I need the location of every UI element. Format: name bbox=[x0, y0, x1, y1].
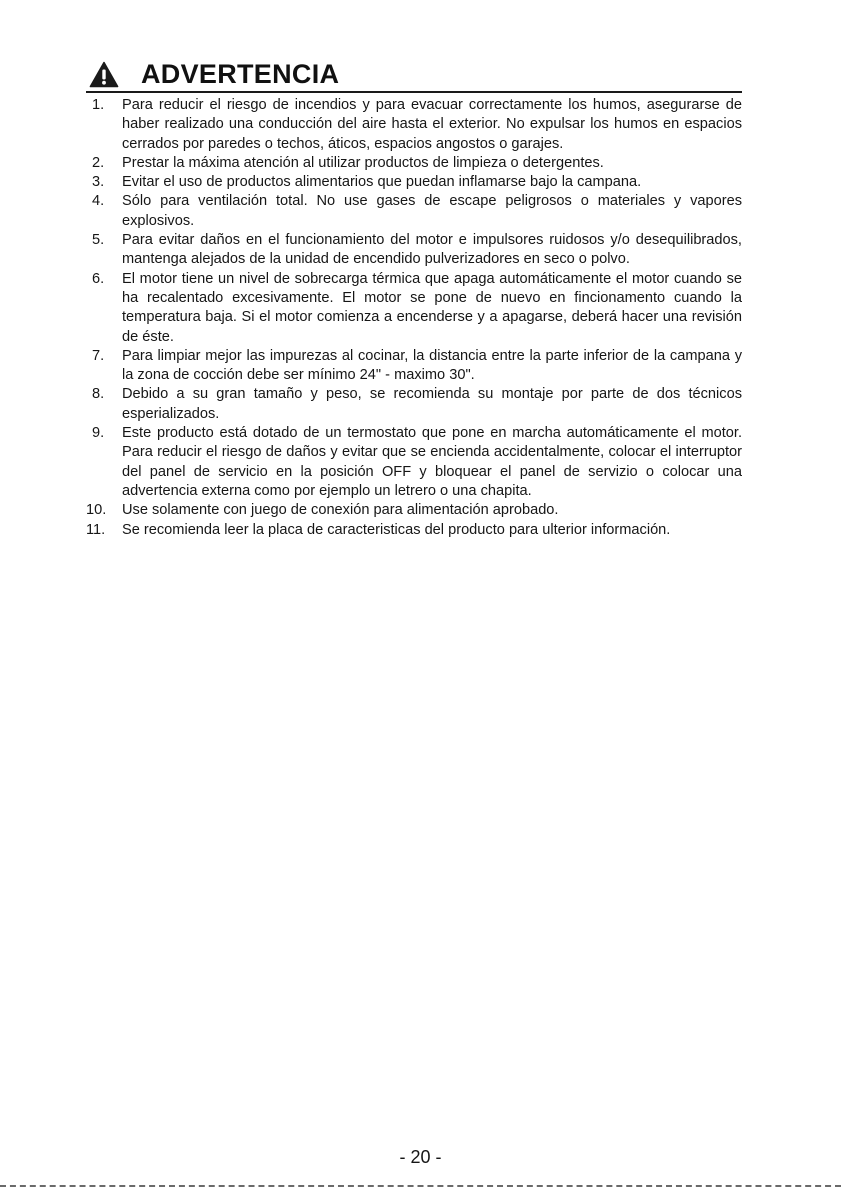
item-text: Este producto está dotado de un termostato que pone en marcha automáticamente el motor. Para reducir el riesgo de daños y evitar que se encienda accidentalmente, colocar el interruptor del panel de servicio en la posición OFF y bloquear el panel de servizio o colocar una advertencia externa como por ejemplo un letrero o una chapita. bbox=[122, 425, 742, 499]
item-text: Prestar la máxima atención al utilizar productos de limpieza o detergentes. bbox=[122, 154, 604, 171]
item-text: Para limpiar mejor las impurezas al cocinar, la distancia entre la parte inferior de la campana y la zona de cocción debe ser mínimo 24" - maximo 30". bbox=[122, 347, 742, 384]
list-item bbox=[86, 521, 742, 540]
list-item bbox=[86, 501, 742, 520]
warning-title: ADVERTENCIA bbox=[141, 59, 340, 89]
page-number: - 20 - bbox=[399, 1147, 442, 1167]
item-number: 6. bbox=[92, 270, 105, 287]
list-item bbox=[92, 424, 742, 501]
item-text: Sólo para ventilación total. No use gases de escape peligrosos o materiales y vapores explosivos. bbox=[122, 193, 742, 229]
item-number: 5. bbox=[92, 232, 105, 249]
item-text: Para evitar daños en el funcionamiento del motor e impulsores ruidosos y/o desequilibrados, mantenga alejados de la unidad de encendido pulverizadores en seco o polvo. bbox=[122, 232, 742, 268]
item-number: 7. bbox=[92, 347, 105, 364]
item-text: Evitar el uso de productos alimentarios que puedan inflamarse bajo la campana. bbox=[122, 174, 642, 191]
item-text: Debido a su gran tamaño y peso, se recomienda su montaje por parte de dos técnicos esperializados. bbox=[122, 386, 742, 422]
warning-header bbox=[86, 58, 742, 93]
item-text: Use solamente con juego de conexión para alimentación aprobado. bbox=[122, 502, 559, 519]
list-item bbox=[92, 154, 742, 173]
list-item bbox=[92, 231, 742, 270]
warning-list bbox=[86, 96, 742, 540]
list-item bbox=[92, 96, 742, 154]
item-number: 1. bbox=[92, 97, 105, 113]
list-item bbox=[92, 192, 742, 231]
item-text: Se recomienda leer la placa de caracteristicas del producto para ulterior información. bbox=[122, 521, 671, 538]
list-item bbox=[92, 270, 742, 347]
item-number: 4. bbox=[92, 193, 105, 210]
list-item bbox=[92, 347, 742, 386]
item-text: Para reducir el riesgo de incendios y para evacuar correctamente los humos, asegurarse de haber realizado una conducción del aire hasta el exterior. No expulsar los humos en espacios cerrados por paredes o techos, áticos, espacios angostos o garajes. bbox=[122, 97, 742, 152]
item-number: 11. bbox=[86, 521, 106, 538]
list-item bbox=[92, 173, 742, 192]
item-number: 2. bbox=[92, 154, 105, 171]
item-number: 9. bbox=[92, 425, 105, 442]
item-text: El motor tiene un nivel de sobrecarga térmica que apaga automáticamente el motor cuando se ha recalentado excesivamente. El motor se pone de nuevo en fincionamento cuando la temperatura baja. Si el motor comienza a encenderse y a apagarse, deberá hacer una revisión de éste. bbox=[122, 270, 742, 345]
warning-triangle-icon bbox=[89, 61, 119, 88]
item-number: 8. bbox=[92, 386, 105, 403]
page-bottom-divider bbox=[0, 1185, 841, 1187]
item-number: 10. bbox=[86, 502, 107, 519]
list-item bbox=[92, 385, 742, 424]
item-number: 3. bbox=[92, 174, 105, 191]
